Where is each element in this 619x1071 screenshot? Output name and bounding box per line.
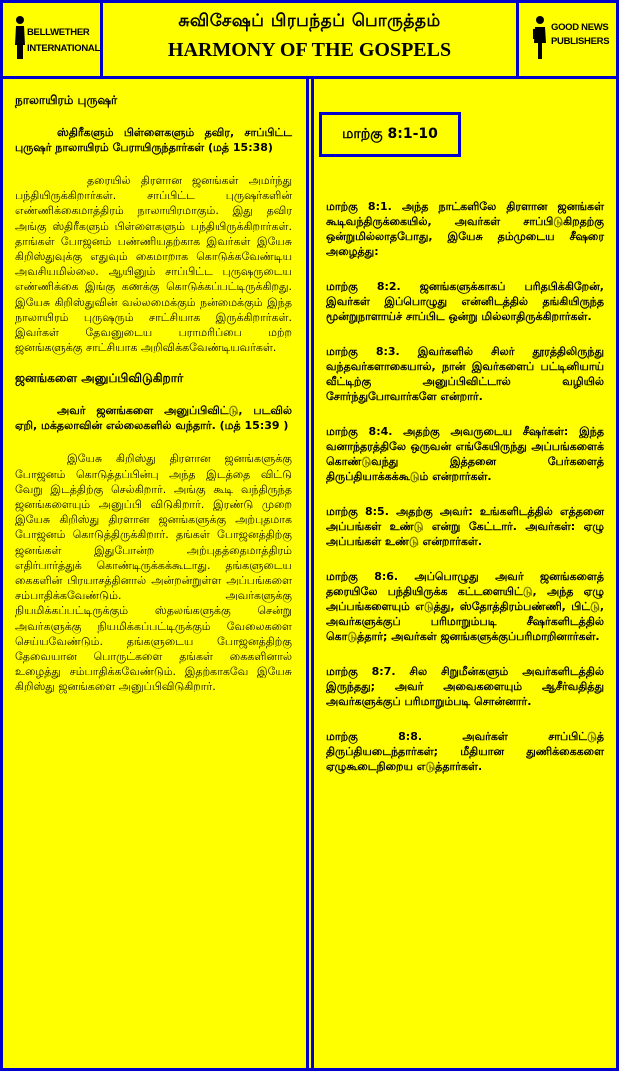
good-news-logo-text: GOOD NEWS PUBLISHERS [551,22,610,47]
bellwether-logo [3,3,103,76]
verse-8-8: மாற்கு 8:8. அவர்கள் சாப்பிட்டுத் திருப்தியடைந்தார்கள்; மீதியான துணிக்கைகளை ஏழுகூடைநிறைய எடுத்தார்கள். [326,730,604,773]
section-summary-four-thousand: ஸ்திரீகளும் பிள்ளைகளும் தவிர, சாப்பிட்ட புருஷர் நாலாயிரம் பேராயிருந்தார்கள் (மத் 15:38) [15,126,292,154]
title-block [103,3,516,76]
title-tamil: சுவிசேஷப் பிரபந்தப் பொருத்தம் [178,11,441,31]
verse-8-1: மாற்கு 8:1. அந்த நாட்களிலே திரளான ஜனங்கள் கூடிவந்திருக்கையில், அவர்கள் சாப்பிடுகிறதற்கு ஒன்றுமில்லாதபோது, இயேசு தம்முடைய சீஷரை அழைத்து: [326,200,604,258]
title-english: HARMONY OF THE GOSPELS [167,39,452,61]
bellwether-logo-text: BELLWETHER INTERNATIONAL [27,27,100,54]
verse-list [326,199,604,794]
verse-8-2: மாற்கு 8:2. ஜனங்களுக்காகப் பரிதபிக்கிறேன், இவர்கள் இப்பொழுது என்னிடத்தில் தங்கியிருந்த மூன்றுநாளாய்ச் சாப்பிட ஒன்று மில்லாதிருக்கிறார்கள். [326,280,604,323]
commentary-column [3,79,309,1068]
verse-8-3: மாற்கு 8:3. இவர்களில் சிலர் தூரத்திலிருந்து வந்தவர்களாகையால், நான் இவர்களைப் பட்டினியாய் வீட்டிற்கு அனுப்பிவிட்டால் வழியில் சோர்ந்துபோவார்களே என்றார். [326,345,604,403]
verse-8-7: மாற்கு 8:7. சில சிறுமீன்களும் அவர்களிடத்தில் இருந்தது; அவர் அவைகளையும் ஆசீர்வதித்து அவர்களுக்குப் பரிமாறும்படி சொன்னார். [326,665,604,708]
scripture-reference: மாற்கு 8:1-10 [319,112,461,157]
good-news-logo [516,3,616,76]
good-news-figure-icon [533,15,547,61]
verse-8-4: மாற்கு 8:4. அதற்கு அவருடைய சீஷர்கள்: இந்த வனாந்தரத்திலே ஒருவன் எங்கேயிருந்து அப்பங்களைக் கொண்டுவந்து இத்தனை பேர்களைத் திருப்தியாக்கக்கூடும் என்றார்கள். [326,425,604,483]
section-body-sends-away: இயேசு கிறிஸ்து திரளான ஜனங்களுக்கு போஜனம் கொடுத்தப்பின்பு அந்த இடத்தை விட்டு வேறு இடத்திற்கு செல்கிறார். அங்கு கூடி வந்திருந்த ஜனங்களையும் அனுப்பி விடுகிறார். இரண்டு முறை இயேசு கிறிஸ்து திரளான ஜனங்களுக்கு அற்புதமாக போஜனம் கொடுத்திருக்கிறார். தங்கள் போஜனத்திற்கு ஜனங்கள் இதுபோன்ற அற்புதத்தைமாத்திரம் எதிர்பார்த்துக் கொண்டிருக்கக்கூடாது. தங்களுடைய கைகளின் பிரயாசத்தினால் அன்றன்றுள்ள அப்பங்களை சம்பாதிக்கவேண்டும். அவர்களுக்கு நியமிக்கப்பட்டிருக்கும் ஸ்தலங்களுக்கு சென்று அவர்களுக்கு நியமிக்கப்பட்டிருக்கும் வேலைகளை செய்யவேண்டும். தங்களுடைய போஜனத்திற்கு தேவையான பொருட்களை தங்கள் கைகளினால் உழைத்து சம்பாதிக்கவேண்டும். இதற்காகவே இயேசு கிறிஸ்து ஜனங்களை அனுப்பிவிடுகிறார். [15,452,292,694]
verse-8-5: மாற்கு 8:5. அதற்கு அவர்: உங்களிடத்தில் எத்தனை அப்பங்கள் உண்டு என்று கேட்டார். அவர்கள்: ஏழு அப்பங்கள் உண்டு என்றார்கள். [326,505,604,548]
section-summary-sends-away: அவர் ஜனங்களை அனுப்பிவிட்டு, படவில் ஏறி, மக்தலாவின் எல்லைகளில் வந்தார். (மத் 15:39 ) [15,404,292,433]
bellwether-figure-icon [13,15,27,61]
section-title-four-thousand: நாலாயிரம் புருஷர் [15,93,118,107]
section-title-sends-away: ஜனங்களை அனுப்பிவிடுகிறார் [15,371,184,386]
header [3,3,616,79]
section-body-four-thousand: தரையில் திரளான ஜனங்கள் அமர்ந்து பந்தியிருக்கிறார்கள். சாப்பிட்ட புருஷர்களின் எண்ணிக்கைமாத்திரம் நாலாயிரமாகும். இது தவிர அங்கு ஸ்திரீகளும் பிள்ளைகளும் பந்தியிருக்கிறார்கள். தாங்கள் போஜனம் பண்ணியதற்காக இவர்கள் இயேசு கிறிஸ்துவுக்கு எதுவும் கைமாறாக கொடுக்கவேண்டிய அவசியமில்லை. ஆயினும் சாப்பிட்ட புருஷருடைய எண்ணிக்கை இங்கு கணக்கு கொடுக்கப்பட்டிருக்கிறது. இயேசு கிறிஸ்துவின் வல்லமைக்கும் நன்மைக்கும் இந்த நாலாயிரம் புருஷரும் சாட்சியாக இருக்கிறார்கள். இவர்கள் தேவனுடைய பராமரிப்பை மற்ற ஜனங்களுக்கு சாட்சியாக அறிவிக்கவேண்டியவர்கள். [15,174,292,355]
scripture-column [311,79,616,1068]
verse-8-6: மாற்கு 8:6. அப்பொழுது அவர் ஜனங்களைத் தரையிலே பந்தியிருக்க கட்டளையிட்டு, அந்த ஏழு அப்பங்களையும் எடுத்து, ஸ்தோத்திரம்பண்ணி, பிட்டு, அவர்களுக்குப் பரிமாறும்படி சீஷர்களிடத்தில் கொடுத்தார்; அவர்கள் ஜனங்களுக்குப்பரிமாறினார்கள். [326,570,604,643]
